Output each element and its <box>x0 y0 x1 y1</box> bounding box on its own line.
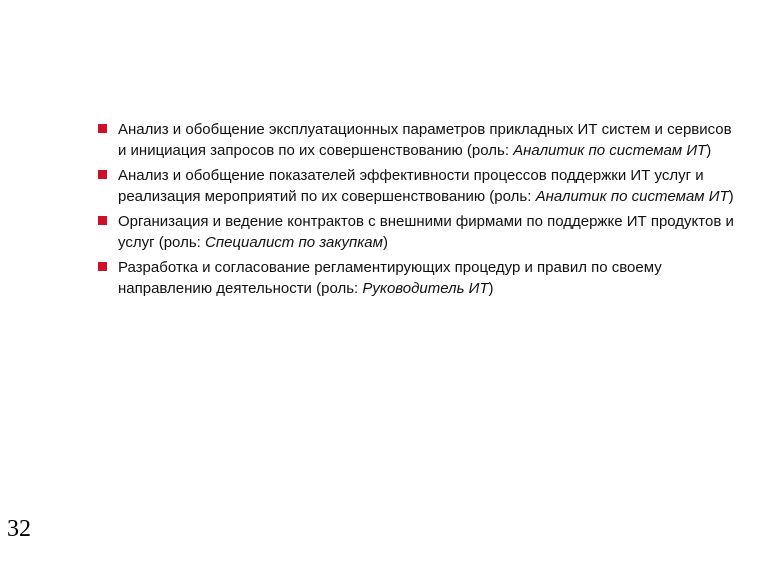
bullet-role: Руководитель ИТ <box>362 280 489 297</box>
bullet-text: Анализ и обобщение показателей эффективности процессов поддержки ИТ услуг и реализация мероприятий по их совершенствованию (роль: <box>118 167 704 205</box>
bullet-role: Аналитик по системам ИТ <box>535 188 729 205</box>
bullet-text: Организация и ведение контрактов с внешними фирмами по поддержке ИТ продуктов и услуг (роль: <box>118 213 734 251</box>
bullet-text: Разработка и согласование регламентирующих процедур и правил по своему направлению деятельности (роль: <box>118 259 662 297</box>
bullet-list <box>98 119 738 303</box>
square-bullet-icon <box>98 216 107 225</box>
bullet-close: ) <box>488 280 494 297</box>
bullet-close: ) <box>706 142 712 159</box>
bullet-role: Специалист по закупкам <box>204 234 383 251</box>
list-item <box>98 257 738 299</box>
bullet-close: ) <box>382 234 388 251</box>
square-bullet-icon <box>98 170 107 179</box>
page-number: 32 <box>7 516 31 542</box>
list-item <box>98 211 738 253</box>
bullet-role: Аналитик по системам ИТ <box>513 142 707 159</box>
bullet-text: Анализ и обобщение эксплуатационных параметров прикладных ИТ систем и сервисов и инициация запросов по их совершенствованию (роль: <box>118 121 732 159</box>
square-bullet-icon <box>98 124 107 133</box>
list-item <box>98 165 738 207</box>
bullet-close: ) <box>728 188 734 205</box>
list-item <box>98 119 738 161</box>
square-bullet-icon <box>98 262 107 271</box>
